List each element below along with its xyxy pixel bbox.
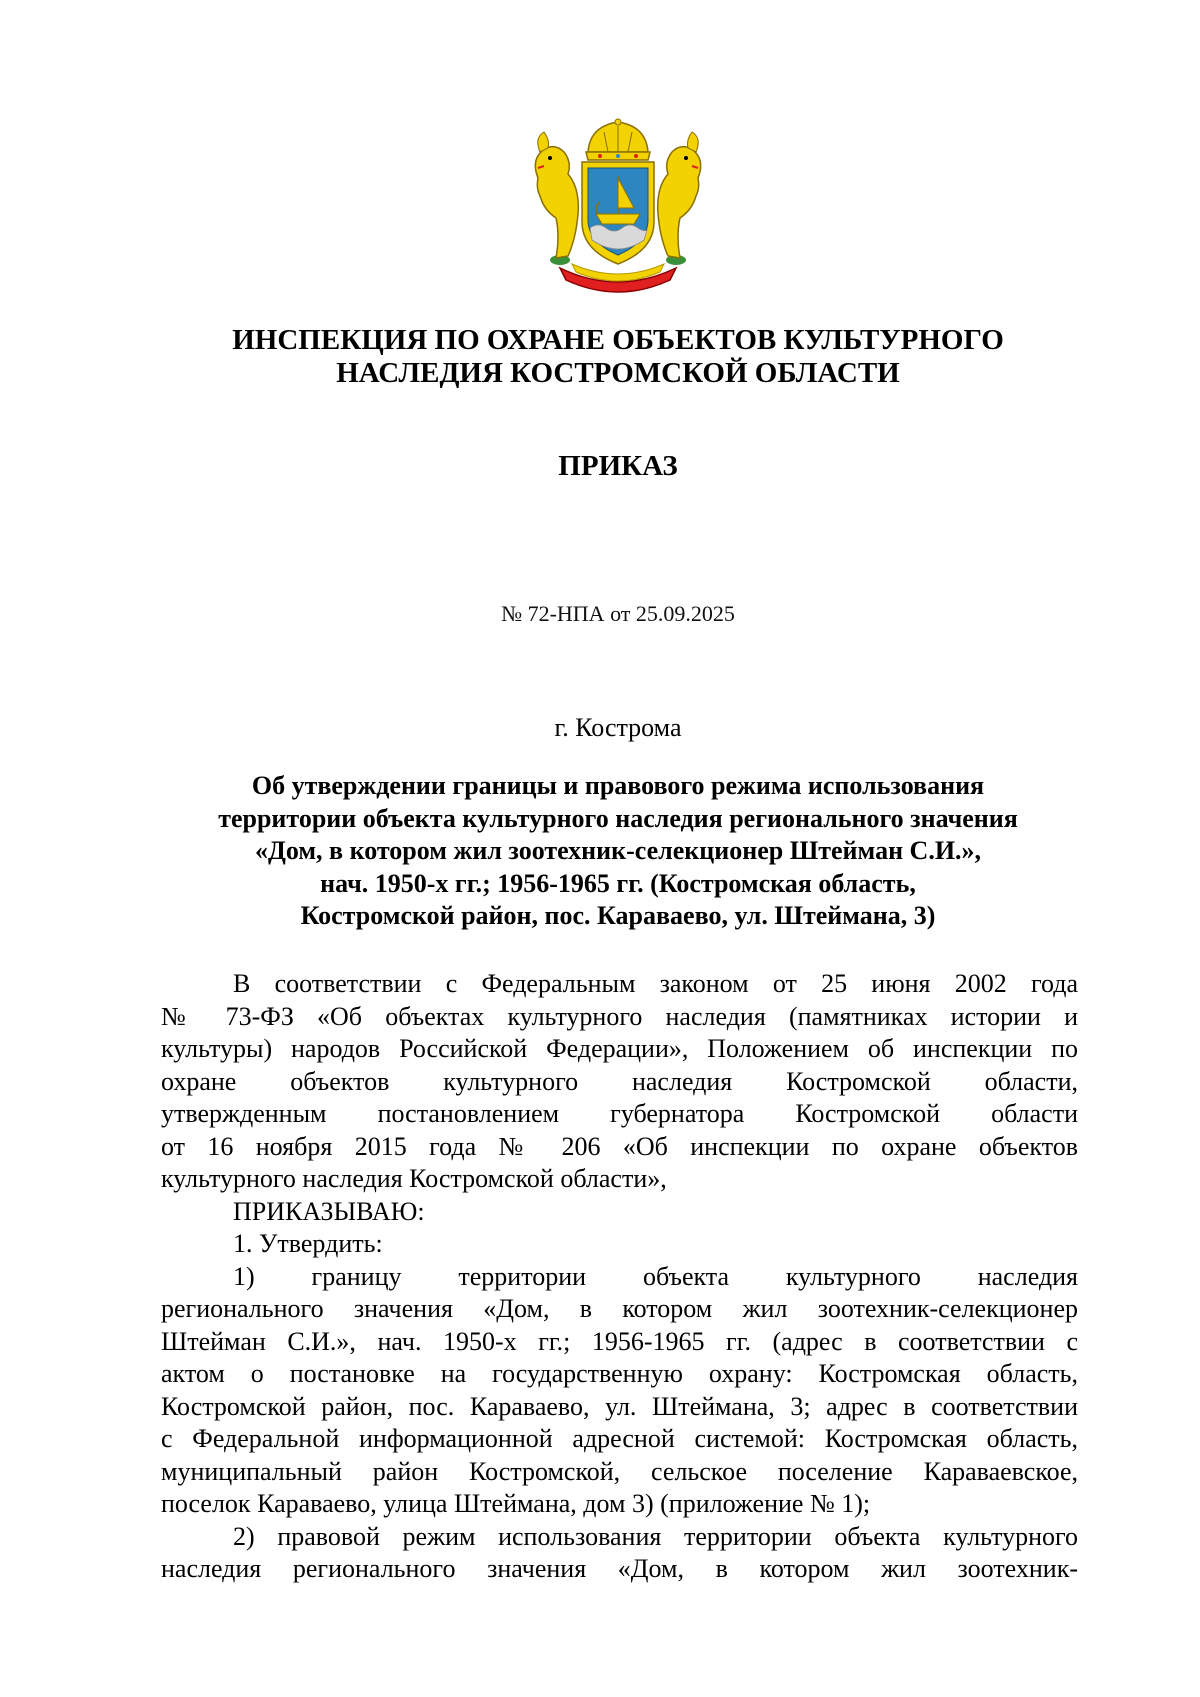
document-number-date: № 72-НПА от 25.09.2025 <box>501 601 735 626</box>
subject-line: «Дом, в котором жил зоотехник-селекционер Штейман С.И.», <box>254 836 982 865</box>
body-line: поселок Караваево, улица Штеймана, дом 3) (приложение № 1); <box>161 1489 871 1518</box>
order-word: ПРИКАЗЫВАЮ: <box>233 1196 425 1226</box>
body-line: регионального значения «Дом, в котором жил зоотехник-селекционер <box>161 1294 1078 1323</box>
document-subject <box>170 770 1066 933</box>
body-line: В соответствии с Федеральным законом от 25 июня 2002 года <box>233 969 1078 998</box>
agency-title-line-1: ИНСПЕКЦИЯ ПО ОХРАНЕ ОБЪЕКТОВ КУЛЬТУРНОГО <box>232 324 1004 356</box>
body-line: от 16 ноября 2015 года № 206 «Об инспекции по охране объектов <box>161 1131 1078 1161</box>
body-line: с Федеральной информационной адресной системой: Костромская область, <box>161 1424 1078 1453</box>
body-line: № 73-ФЗ «Об объектах культурного наследия (памятниках истории и <box>161 1001 1078 1031</box>
subject-line: Костромской район, пос. Караваево, ул. Штеймана, 3) <box>300 901 936 930</box>
subject-line: нач. 1950-х гг.; 1956-1965 гг. (Костромская область, <box>320 868 916 898</box>
body-line: Штейман С.И.», нач. 1950-х гг.; 1956-1965 гг. (адрес в соответствии с <box>161 1326 1078 1356</box>
item-1-title: 1. Утвердить: <box>233 1229 383 1258</box>
body-line: 1) границу территории объекта культурного наследия <box>233 1261 1078 1291</box>
body-line: утвержденным постановлением губернатора Костромской области <box>161 1099 1078 1128</box>
document-city: г. Кострома <box>554 713 682 742</box>
coat-of-arms-emblem <box>520 118 716 298</box>
preamble-paragraph <box>161 968 1078 1196</box>
coat-of-arms-icon <box>520 118 716 298</box>
body-line: Костромской район, пос. Караваево, ул. Штеймана, 3; адрес в соответствии <box>161 1391 1078 1421</box>
agency-title-line-2: НАСЛЕДИЯ КОСТРОМСКОЙ ОБЛАСТИ <box>336 357 900 389</box>
agency-title <box>0 324 1200 390</box>
body-line: культуры) народов Российской Федерации», Положением об инспекции по <box>161 1034 1078 1063</box>
item-1-1-paragraph <box>161 1261 1078 1521</box>
body-line: актом о постановке на государственную охрану: Костромская область, <box>161 1359 1078 1388</box>
subject-line: Об утверждении границы и правового режима использования <box>251 771 985 800</box>
subject-line: территории объекта культурного наследия регионального значения <box>218 803 1018 833</box>
body-line: культурного наследия Костромской области», <box>161 1164 667 1193</box>
document-body <box>161 968 1078 1586</box>
body-line: наследия регионального значения «Дом, в котором жил зоотехник- <box>161 1554 1078 1583</box>
item-1-2-paragraph <box>161 1521 1078 1586</box>
body-line: охране объектов культурного наследия Костромской области, <box>161 1066 1078 1096</box>
body-line: 2) правовой режим использования территории объекта культурного <box>233 1521 1078 1551</box>
document-type: ПРИКАЗ <box>558 450 678 482</box>
body-line: муниципальный район Костромской, сельское поселение Караваевское, <box>161 1456 1078 1486</box>
